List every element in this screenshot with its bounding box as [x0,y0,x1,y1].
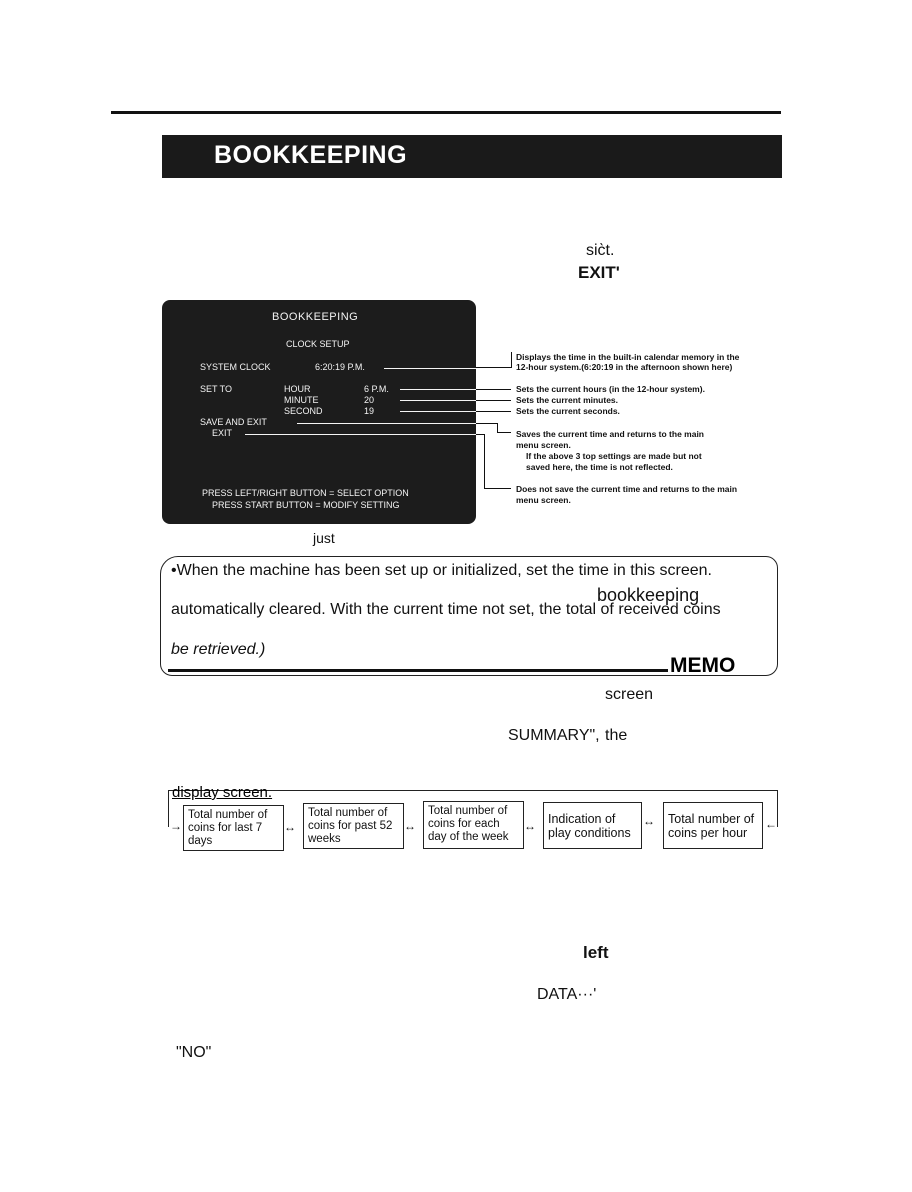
minute-leader [400,400,476,401]
minute-label[interactable]: MINUTE [284,395,319,405]
flow-arrow-loop-out: ← [765,817,777,831]
callout-hours: Sets the current hours (in the 12-hour system). [516,384,705,394]
minute-value[interactable]: 20 [364,395,375,405]
callout-line-hours [476,389,511,390]
hour-label[interactable]: HOUR [284,384,311,394]
callout-save-1: Saves the current time and returns to the main [516,429,704,439]
callout-clock-2: 12-hour system.(6:20:19 in the afternoon shown here) [516,362,733,372]
callout-exit-2: menu screen. [516,495,571,505]
callout-line-exit-h [484,488,511,489]
callout-save-3: If the above 3 top settings are made but not [526,451,702,461]
second-leader [400,411,476,412]
memo-rule [168,669,668,672]
system-clock-value: 6:20:19 P.M. [315,362,365,372]
clock-setup-screen [162,300,476,524]
fragment-slot: sic̀t. [586,242,615,259]
callout-line-exit-v [484,434,485,488]
screen-subtitle: CLOCK SETUP [286,339,350,349]
fragment-summary: SUMMARY", [508,727,600,744]
save-leader [297,423,476,424]
memo-line-1: •When the machine has been set up or initialized, set the time in this screen. [171,562,712,579]
callout-line-clock-v [511,352,512,368]
flow-arrow-4: ↔ [643,814,655,828]
help-line-2: PRESS START BUTTON = MODIFY SETTING [212,500,400,510]
flow-box-past-52-weeks: Total number of coins for past 52 weeks [303,803,404,849]
save-and-exit-option[interactable]: SAVE AND EXIT [200,417,267,427]
memo-line-3: automatically cleared. With the current time not set, the total of received coins [171,601,721,618]
callout-line-clock [476,367,511,368]
callout-clock-1: Displays the time in the built-in calendar memory in the [516,352,740,362]
fragment-left: left [583,943,609,962]
second-label[interactable]: SECOND [284,406,323,416]
system-clock-label: SYSTEM CLOCK [200,362,271,372]
callout-minutes: Sets the current minutes. [516,395,619,405]
fragment-data: DATA···' [537,986,597,1003]
screen-title: BOOKKEEPING [272,311,359,323]
memo-line-5: be retrieved.) [171,641,266,658]
exit-leader [245,434,476,435]
callout-exit-1: Does not save the current time and returns to the main [516,484,738,494]
callout-line-exit [476,434,484,435]
flow-box-play-conditions: Indication of play conditions [543,802,642,849]
system-clock-leader [384,368,476,369]
fragment-display-screen: display screen. [172,784,273,801]
exit-option[interactable]: EXIT [212,428,233,438]
flow-box-day-of-week: Total number of coins for each day of the week [423,801,524,849]
set-to-label: SET TO [200,384,233,394]
callout-save-2: menu screen. [516,440,571,450]
fragment-the: the [605,727,628,744]
hour-value[interactable]: 6 P.M. [364,384,389,394]
callout-line-save-h [497,432,511,433]
flow-arrow-3: ↔ [524,819,536,833]
help-line-1: PRESS LEFT/RIGHT BUTTON = SELECT OPTION [202,488,409,498]
fragment-no: "NO" [176,1044,212,1061]
hour-leader [400,389,476,390]
fragment-exit: EXIT' [578,263,620,282]
callout-line-seconds [476,411,511,412]
memo-label: MEMO [670,654,736,677]
section-title: BOOKKEEPING [214,141,408,169]
callout-save-4: saved here, the time is not reflected. [526,462,673,472]
flow-box-per-hour: Total number of coins per hour [663,802,763,849]
flow-arrow-loop-in: → [170,819,182,833]
callout-seconds: Sets the current seconds. [516,406,620,416]
top-rule [111,111,781,114]
flow-box-last-7-days: Total number of coins for last 7 days [183,805,284,851]
flow-arrow-1: ↔ [284,820,296,834]
flow-arrow-2: ↔ [404,819,416,833]
second-value[interactable]: 19 [364,406,375,416]
fragment-screen: screen [605,686,654,703]
callout-line-minutes [476,400,511,401]
memo-line-2-bookkeeping: bookkeeping [597,585,700,605]
section-banner [162,135,782,178]
fragment-just: just [313,530,335,546]
callout-line-save [476,423,498,424]
